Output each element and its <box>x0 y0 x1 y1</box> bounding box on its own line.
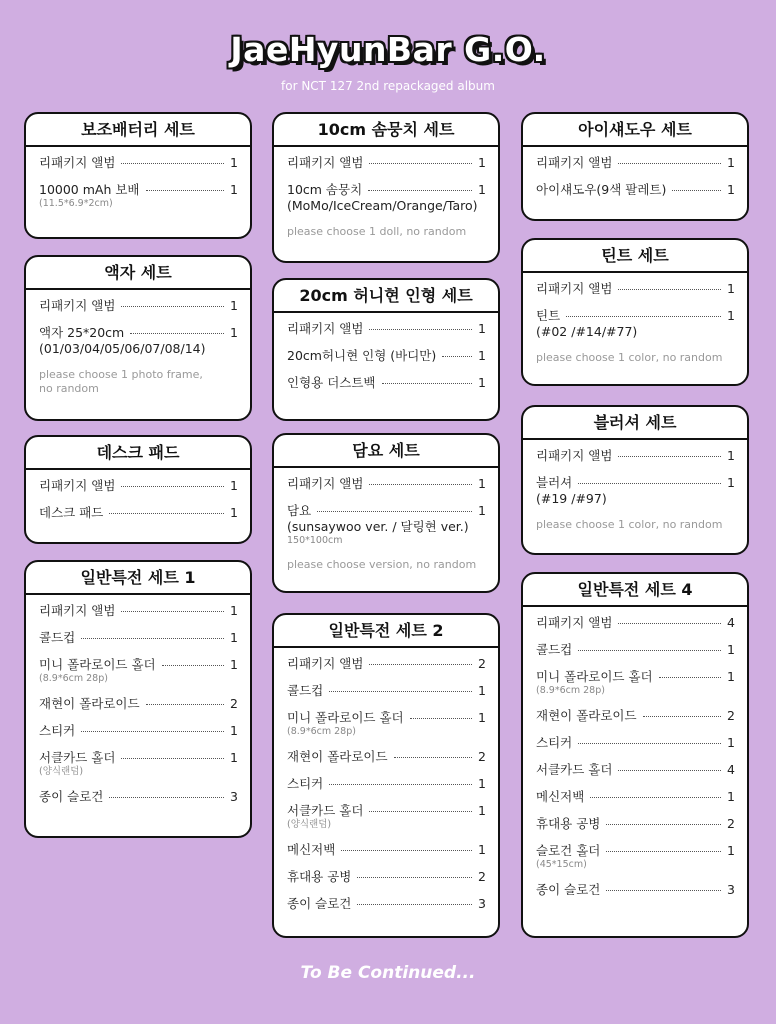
set-card-title: 틴트 세트 <box>523 240 747 273</box>
dotted-leader <box>618 623 721 624</box>
item-name: 서클카드 홀더 <box>536 762 613 777</box>
set-item-row <box>39 723 238 739</box>
item-name: 서클카드 홀더 <box>39 750 116 765</box>
dotted-leader <box>606 851 721 852</box>
set-card-body <box>523 607 747 917</box>
set-item-row <box>39 298 238 314</box>
set-item <box>39 478 238 494</box>
set-item-row <box>39 325 238 341</box>
item-name: 리패키지 앨범 <box>287 656 364 671</box>
item-name: 재현이 폴라로이드 <box>536 708 637 723</box>
set-item-row <box>39 630 238 646</box>
set-item-row <box>536 281 735 297</box>
set-card <box>272 433 500 593</box>
set-item <box>287 896 486 912</box>
item-quantity: 2 <box>478 869 486 884</box>
item-name: 20cm허니현 인형 (바디만) <box>287 348 437 363</box>
dotted-leader <box>121 306 224 307</box>
dotted-leader <box>121 486 224 487</box>
set-item <box>287 776 486 792</box>
item-quantity: 3 <box>230 789 238 804</box>
set-item-row <box>536 816 735 832</box>
set-card-title: 일반특전 세트 2 <box>274 615 498 648</box>
set-item <box>287 375 486 391</box>
item-quantity: 1 <box>478 776 486 791</box>
item-name: 담요 <box>287 503 312 518</box>
dotted-leader <box>146 190 224 191</box>
item-quantity: 1 <box>230 325 238 340</box>
item-size-note: (양식랜덤) <box>287 819 332 830</box>
item-quantity: 1 <box>727 843 735 858</box>
dotted-leader <box>643 716 721 717</box>
item-quantity: 1 <box>478 683 486 698</box>
dotted-leader <box>121 611 224 612</box>
item-options: (01/03/04/05/06/07/08/14) <box>39 341 206 356</box>
item-name: 데스크 패드 <box>39 505 104 520</box>
item-quantity: 1 <box>478 803 486 818</box>
set-item-row <box>287 476 486 492</box>
item-quantity: 1 <box>230 657 238 672</box>
set-item-row <box>39 657 238 673</box>
set-item <box>536 281 735 297</box>
item-name: 미니 폴라로이드 홀더 <box>287 710 404 725</box>
note-line: please choose 1 color, no random <box>536 351 723 364</box>
item-quantity: 1 <box>230 182 238 197</box>
dotted-leader <box>109 513 224 514</box>
dotted-leader <box>368 190 472 191</box>
item-quantity: 1 <box>230 723 238 738</box>
set-item <box>536 669 735 697</box>
note-line: please choose 1 photo frame, <box>39 368 203 381</box>
set-card-title: 일반특전 세트 1 <box>26 562 250 595</box>
set-item-row <box>536 615 735 631</box>
set-card-body <box>523 440 747 544</box>
item-size-note: (8.9*6cm 28p) <box>536 685 605 696</box>
item-quantity: 1 <box>727 448 735 463</box>
set-card-note <box>287 558 486 572</box>
set-item <box>287 503 486 547</box>
set-item-row <box>536 155 735 171</box>
set-item <box>39 657 238 685</box>
dotted-leader <box>357 904 472 905</box>
set-card <box>24 255 252 421</box>
set-item-row <box>287 155 486 171</box>
set-card-body <box>274 468 498 584</box>
item-name: 리패키지 앨범 <box>287 155 364 170</box>
dotted-leader <box>606 824 721 825</box>
set-card-body <box>523 147 747 217</box>
item-quantity: 1 <box>478 476 486 491</box>
item-name: 서클카드 홀더 <box>287 803 364 818</box>
set-item <box>536 475 735 507</box>
set-item <box>39 325 238 357</box>
dotted-leader <box>659 677 721 678</box>
dotted-leader <box>382 383 473 384</box>
dotted-leader <box>329 784 472 785</box>
item-quantity: 2 <box>478 656 486 671</box>
dotted-leader <box>369 484 472 485</box>
item-quantity: 4 <box>727 762 735 777</box>
set-card-title: 일반특전 세트 4 <box>523 574 747 607</box>
item-size-note: (8.9*6cm 28p) <box>39 673 108 684</box>
item-quantity: 1 <box>478 375 486 390</box>
set-item-row <box>287 656 486 672</box>
item-quantity: 1 <box>727 735 735 750</box>
dotted-leader <box>618 289 721 290</box>
dotted-leader <box>81 638 224 639</box>
dotted-leader <box>341 850 472 851</box>
item-quantity: 1 <box>230 750 238 765</box>
item-quantity: 1 <box>230 298 238 313</box>
set-item-row <box>287 896 486 912</box>
item-name: 리패키지 앨범 <box>287 476 364 491</box>
item-name: 리패키지 앨범 <box>39 155 116 170</box>
dotted-leader <box>81 731 224 732</box>
set-card-body <box>26 290 250 408</box>
set-item-row <box>536 735 735 751</box>
dotted-leader <box>394 757 472 758</box>
set-card-note <box>536 351 735 365</box>
set-item-row <box>39 155 238 171</box>
set-item <box>287 842 486 858</box>
set-card-title: 데스크 패드 <box>26 437 250 470</box>
set-card-body <box>523 273 747 377</box>
set-item <box>287 749 486 765</box>
item-name: 리패키지 앨범 <box>287 321 364 336</box>
set-item-row <box>536 843 735 859</box>
set-item-row <box>39 182 238 198</box>
item-name: 미니 폴라로이드 홀더 <box>39 657 156 672</box>
set-item <box>39 789 238 805</box>
item-name: 블러셔 <box>536 475 573 490</box>
dotted-leader <box>369 163 472 164</box>
set-item <box>39 182 238 210</box>
item-size-note: (8.9*6cm 28p) <box>287 726 356 737</box>
page-title: JaeHyunBar G.O. <box>230 30 546 69</box>
item-quantity: 1 <box>478 842 486 857</box>
set-item-row <box>287 749 486 765</box>
item-quantity: 2 <box>727 708 735 723</box>
item-name: 종이 슬로건 <box>287 896 352 911</box>
set-item <box>536 182 735 198</box>
dotted-leader <box>618 770 721 771</box>
item-quantity: 1 <box>727 475 735 490</box>
set-item-row <box>39 603 238 619</box>
set-card-title: 보조배터리 세트 <box>26 114 250 147</box>
set-card-body <box>26 470 250 540</box>
item-name: 리패키지 앨범 <box>536 155 613 170</box>
dotted-leader <box>109 797 224 798</box>
dotted-leader <box>130 333 224 334</box>
set-item <box>287 710 486 738</box>
dotted-leader <box>357 877 472 878</box>
set-item-row <box>287 842 486 858</box>
item-name: 종이 슬로건 <box>536 882 601 897</box>
item-name: 메신저백 <box>287 842 336 857</box>
item-name: 액자 25*20cm <box>39 325 125 340</box>
set-item-row <box>287 182 486 198</box>
item-name: 종이 슬로건 <box>39 789 104 804</box>
note-line: no random <box>39 382 99 395</box>
dotted-leader <box>618 163 721 164</box>
set-card <box>272 278 500 421</box>
set-item <box>39 723 238 739</box>
set-item <box>39 696 238 712</box>
set-item <box>287 869 486 885</box>
dotted-leader <box>369 664 472 665</box>
item-quantity: 1 <box>478 503 486 518</box>
item-name: 미니 폴라로이드 홀더 <box>536 669 653 684</box>
item-name: 리패키지 앨범 <box>536 281 613 296</box>
item-size-note: (11.5*6.9*2cm) <box>39 198 113 209</box>
item-name: 아이섀도우(9색 팔레트) <box>536 182 667 197</box>
set-card-title: 액자 세트 <box>26 257 250 290</box>
set-item-row <box>287 348 486 364</box>
set-item-row <box>536 669 735 685</box>
set-item-row <box>287 869 486 885</box>
set-item <box>536 735 735 751</box>
item-quantity: 1 <box>478 348 486 363</box>
set-item-row <box>287 683 486 699</box>
dotted-leader <box>369 811 472 812</box>
item-quantity: 3 <box>478 896 486 911</box>
set-item <box>536 708 735 724</box>
dotted-leader <box>410 718 472 719</box>
set-item <box>287 348 486 364</box>
dotted-leader <box>578 483 721 484</box>
set-card-body <box>274 648 498 931</box>
item-quantity: 1 <box>230 478 238 493</box>
dotted-leader <box>162 665 224 666</box>
set-item <box>536 155 735 171</box>
set-item <box>536 816 735 832</box>
item-quantity: 1 <box>727 155 735 170</box>
set-item-row <box>287 375 486 391</box>
item-quantity: 1 <box>727 669 735 684</box>
item-name: 콜드컵 <box>287 683 324 698</box>
item-quantity: 1 <box>230 155 238 170</box>
set-item <box>287 182 486 214</box>
item-name: 리패키지 앨범 <box>536 615 613 630</box>
note-line: please choose 1 color, no random <box>536 518 723 531</box>
set-item-row <box>287 710 486 726</box>
set-item-row <box>536 308 735 324</box>
set-card-title: 20cm 허니현 인형 세트 <box>274 280 498 313</box>
set-item <box>536 615 735 631</box>
set-item-row <box>287 776 486 792</box>
set-item-row <box>536 762 735 778</box>
set-card-title: 블러셔 세트 <box>523 407 747 440</box>
set-card <box>272 613 500 938</box>
item-quantity: 1 <box>478 710 486 725</box>
set-item <box>39 603 238 619</box>
item-name: 인형용 더스트백 <box>287 375 376 390</box>
set-item-row <box>536 789 735 805</box>
item-quantity: 1 <box>478 321 486 336</box>
item-quantity: 2 <box>727 816 735 831</box>
set-card <box>521 405 749 555</box>
set-item <box>39 298 238 314</box>
item-quantity: 2 <box>478 749 486 764</box>
dotted-leader <box>618 456 721 457</box>
set-item-row <box>287 803 486 819</box>
set-item <box>39 505 238 521</box>
set-item-row <box>39 696 238 712</box>
set-card-note <box>39 368 238 396</box>
set-card-title: 담요 세트 <box>274 435 498 468</box>
set-item <box>536 308 735 340</box>
item-name: 리패키지 앨범 <box>536 448 613 463</box>
item-quantity: 2 <box>230 696 238 711</box>
item-name: 리패키지 앨범 <box>39 298 116 313</box>
set-item-row <box>39 505 238 521</box>
set-item <box>39 630 238 646</box>
set-card-note <box>287 225 486 239</box>
item-quantity: 1 <box>230 603 238 618</box>
set-card-body <box>274 313 498 410</box>
set-card-body <box>26 595 250 824</box>
set-item <box>536 448 735 464</box>
item-name: 콜드컵 <box>39 630 76 645</box>
set-item <box>536 642 735 658</box>
note-line: please choose 1 doll, no random <box>287 225 467 238</box>
dotted-leader <box>121 758 224 759</box>
dotted-leader <box>442 356 472 357</box>
item-name: 재현이 폴라로이드 <box>287 749 388 764</box>
item-quantity: 3 <box>727 882 735 897</box>
item-name: 10000 mAh 보배 <box>39 182 140 197</box>
item-options: (#19 /#97) <box>536 491 607 506</box>
dotted-leader <box>121 163 224 164</box>
item-name: 재현이 폴라로이드 <box>39 696 140 711</box>
item-quantity: 1 <box>727 642 735 657</box>
set-card <box>272 112 500 263</box>
set-card-title: 아이섀도우 세트 <box>523 114 747 147</box>
dotted-leader <box>590 797 721 798</box>
set-item-row <box>536 448 735 464</box>
item-size-note: (45*15cm) <box>536 859 587 870</box>
dotted-leader <box>146 704 224 705</box>
set-item <box>536 789 735 805</box>
set-card <box>521 112 749 221</box>
item-name: 슬로건 홀더 <box>536 843 601 858</box>
item-size-note: (양식랜덤) <box>39 766 84 777</box>
set-item-row <box>287 503 486 519</box>
dotted-leader <box>566 316 721 317</box>
set-item <box>536 843 735 871</box>
item-quantity: 1 <box>727 281 735 296</box>
set-item-row <box>536 708 735 724</box>
item-size-note: 150*100cm <box>287 535 343 546</box>
set-card-note <box>536 518 735 532</box>
item-name: 10cm 솜뭉치 <box>287 182 363 197</box>
item-quantity: 1 <box>727 308 735 323</box>
set-card-body <box>26 147 250 229</box>
set-item <box>536 882 735 898</box>
set-item-row <box>536 642 735 658</box>
dotted-leader <box>578 743 721 744</box>
dotted-leader <box>672 190 721 191</box>
dotted-leader <box>369 329 472 330</box>
set-item <box>287 155 486 171</box>
item-quantity: 1 <box>478 182 486 197</box>
set-item-row <box>287 321 486 337</box>
item-name: 콜드컵 <box>536 642 573 657</box>
set-card <box>24 112 252 239</box>
set-item <box>287 683 486 699</box>
item-quantity: 1 <box>727 789 735 804</box>
item-quantity: 4 <box>727 615 735 630</box>
set-item-row <box>39 789 238 805</box>
dotted-leader <box>317 511 472 512</box>
set-item-row <box>536 882 735 898</box>
set-card <box>521 238 749 386</box>
set-item <box>287 321 486 337</box>
set-item-row <box>39 478 238 494</box>
item-quantity: 1 <box>478 155 486 170</box>
set-item <box>287 803 486 831</box>
item-options: (#02 /#14/#77) <box>536 324 638 339</box>
note-line: please choose version, no random <box>287 558 477 571</box>
dotted-leader <box>606 890 721 891</box>
page-subtitle: for NCT 127 2nd repackaged album <box>281 79 495 93</box>
dotted-leader <box>329 691 472 692</box>
set-card <box>24 560 252 838</box>
dotted-leader <box>578 650 721 651</box>
item-name: 메신저백 <box>536 789 585 804</box>
set-item <box>287 656 486 672</box>
item-name: 틴트 <box>536 308 561 323</box>
set-item <box>287 476 486 492</box>
item-options: (MoMo/IceCream/Orange/Taro) <box>287 198 478 213</box>
item-name: 휴대용 공병 <box>287 869 352 884</box>
set-item-row <box>536 182 735 198</box>
item-name: 스티커 <box>39 723 76 738</box>
footer-text: To Be Continued... <box>300 963 476 983</box>
item-name: 스티커 <box>287 776 324 791</box>
item-name: 리패키지 앨범 <box>39 478 116 493</box>
item-options: (sunsaywoo ver. / 달링현 ver.) <box>287 519 469 534</box>
set-item-row <box>536 475 735 491</box>
set-card <box>24 435 252 544</box>
set-card-title: 10cm 솜뭉치 세트 <box>274 114 498 147</box>
item-quantity: 1 <box>230 630 238 645</box>
item-name: 휴대용 공병 <box>536 816 601 831</box>
set-item-row <box>39 750 238 766</box>
set-item <box>39 155 238 171</box>
item-quantity: 1 <box>230 505 238 520</box>
set-card <box>521 572 749 938</box>
set-item <box>536 762 735 778</box>
set-item <box>39 750 238 778</box>
set-card-body <box>274 147 498 251</box>
item-name: 리패키지 앨범 <box>39 603 116 618</box>
item-name: 스티커 <box>536 735 573 750</box>
item-quantity: 1 <box>727 182 735 197</box>
